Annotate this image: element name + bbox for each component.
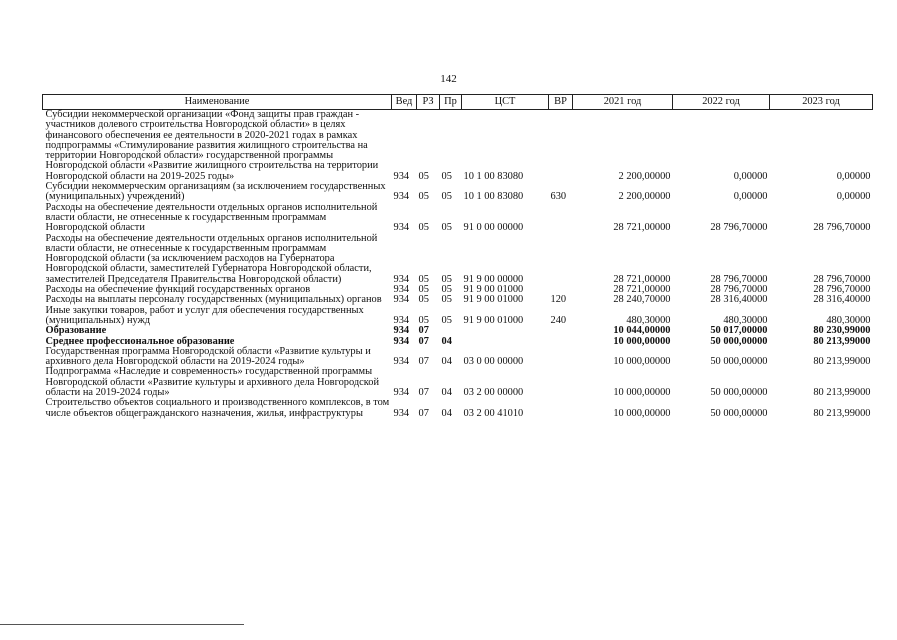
- footer-divider: [0, 624, 244, 625]
- row-2022: 28 796,70000: [710, 222, 768, 234]
- row-name: Строительство объектов социального и производственного комплексов, в том числе объектов общегражданского назначения, жилья, инфраструктуры: [45, 397, 390, 419]
- row-rz: 05: [418, 170, 429, 182]
- row-cst: 91 9 00 01000: [463, 284, 524, 296]
- row-2021: 28 721,00000: [613, 273, 671, 285]
- row-cst: 03 0 00 00000: [463, 356, 524, 368]
- row-ved: 934: [393, 387, 410, 399]
- row-ved: 934: [393, 273, 410, 285]
- row-vr: [549, 110, 573, 183]
- row-pr: 04: [441, 407, 452, 419]
- row-cst: 91 9 00 00000: [463, 273, 524, 285]
- row-cst: 03 2 00 41010: [463, 407, 524, 419]
- row-2021: 28 721,00000: [613, 284, 671, 296]
- row-name: Расходы на обеспечение деятельности отдельных органов исполнительной власти области, не отнесенные к государственным программам Новгородской области: [45, 201, 378, 234]
- row-2023: 80 213,99000: [813, 407, 871, 419]
- row-name: Субсидии некоммерческим организациям (за исключением государственных (муниципальных) учреждений): [45, 181, 386, 203]
- row-cst: [462, 337, 549, 347]
- row-ved: 934: [393, 170, 410, 182]
- row-ved: 934: [393, 222, 410, 234]
- row-name: Образование: [45, 325, 107, 337]
- row-ved: 934: [393, 294, 410, 306]
- row-name: Подпрограмма «Наследие и современность» государственной программы Новгородской области «Развитие культуры и архивного дела Новгородской области на 2019-2024 годы»: [45, 366, 380, 399]
- table-row: [43, 367, 873, 398]
- row-2022: 0,00000: [733, 170, 768, 182]
- header-2023: 2023 год: [770, 95, 873, 110]
- row-cst: 91 0 00 00000: [463, 222, 524, 234]
- row-2023: 28 796,70000: [813, 284, 871, 296]
- row-rz: 07: [418, 325, 429, 337]
- row-2022: 28 796,70000: [710, 273, 768, 285]
- row-vr: 630: [550, 191, 567, 203]
- table-header-row: [43, 95, 873, 110]
- row-pr: 04: [441, 335, 452, 347]
- row-cst: 10 1 00 83080: [463, 170, 524, 182]
- row-ved: 934: [393, 191, 410, 203]
- row-2022: 28 316,40000: [710, 294, 768, 306]
- row-2021: 10 000,00000: [613, 356, 671, 368]
- row-2023: 0,00000: [836, 170, 871, 182]
- row-vr: 120: [550, 294, 567, 306]
- row-rz: 05: [418, 273, 429, 285]
- row-2021: 28 240,70000: [613, 294, 671, 306]
- row-pr: 05: [441, 284, 452, 296]
- row-cst: 10 1 00 83080: [463, 191, 524, 203]
- row-ved: 934: [393, 356, 410, 368]
- row-2023: 80 230,99000: [813, 325, 871, 337]
- row-2023: 480,30000: [826, 314, 871, 326]
- table-row: [43, 326, 873, 336]
- row-vr: [549, 337, 573, 347]
- row-rz: 05: [418, 191, 429, 203]
- row-2022: 28 796,70000: [710, 284, 768, 296]
- row-2021: 28 721,00000: [613, 222, 671, 234]
- row-ved: 934: [393, 325, 410, 337]
- row-vr: [549, 234, 573, 285]
- row-ved: 934: [393, 407, 410, 419]
- row-2021: 10 000,00000: [613, 407, 671, 419]
- row-vr: 240: [550, 314, 567, 326]
- row-ved: 934: [393, 314, 410, 326]
- row-pr: 05: [441, 222, 452, 234]
- header-rz: РЗ: [417, 95, 440, 110]
- table-row: [43, 182, 873, 203]
- row-name: Иные закупки товаров, работ и услуг для обеспечения государственных (муниципальных) нужд: [45, 304, 364, 326]
- table-row: [43, 398, 873, 419]
- row-2021: 2 200,00000: [618, 191, 671, 203]
- table-row: [43, 203, 873, 234]
- table-body: [43, 110, 873, 419]
- budget-table: [42, 94, 873, 419]
- row-rz: 05: [418, 294, 429, 306]
- row-pr: 05: [441, 294, 452, 306]
- row-2022: 50 000,00000: [710, 387, 768, 399]
- row-2023: 80 213,99000: [813, 335, 871, 347]
- row-2022: 50 000,00000: [710, 335, 768, 347]
- row-rz: 07: [418, 356, 429, 368]
- row-cst: 03 2 00 00000: [463, 387, 524, 399]
- row-2023: 28 796,70000: [813, 222, 871, 234]
- row-ved: 934: [393, 284, 410, 296]
- row-2021: 2 200,00000: [618, 170, 671, 182]
- row-vr: [549, 367, 573, 398]
- table-row: [43, 234, 873, 285]
- row-pr: 04: [441, 387, 452, 399]
- row-ved: 934: [393, 335, 410, 347]
- row-name: Расходы на выплаты персоналу государственных (муниципальных) органов: [45, 294, 382, 306]
- row-name: Расходы на обеспечение функций государственных органов: [45, 284, 311, 296]
- header-2022: 2022 год: [673, 95, 770, 110]
- table-row: [43, 347, 873, 368]
- row-cst: 91 9 00 01000: [463, 314, 524, 326]
- row-pr: 04: [441, 356, 452, 368]
- row-pr: [440, 326, 462, 336]
- table-row: [43, 306, 873, 327]
- row-pr: 05: [441, 273, 452, 285]
- row-pr: 05: [441, 314, 452, 326]
- row-rz: 07: [418, 387, 429, 399]
- row-2023: 0,00000: [836, 191, 871, 203]
- row-2021: 480,30000: [626, 314, 671, 326]
- row-2022: 0,00000: [733, 191, 768, 203]
- row-2023: 28 316,40000: [813, 294, 871, 306]
- header-name: Наименование: [43, 95, 392, 110]
- row-vr: [549, 326, 573, 336]
- row-2021: 10 044,00000: [613, 325, 671, 337]
- row-rz: 07: [418, 335, 429, 347]
- header-pr: Пр: [440, 95, 462, 110]
- row-vr: [549, 203, 573, 234]
- header-ved: Вед: [392, 95, 417, 110]
- table-row: [43, 110, 873, 183]
- row-2022: 50 000,00000: [710, 407, 768, 419]
- row-rz: 05: [418, 314, 429, 326]
- row-rz: 05: [418, 222, 429, 234]
- row-2022: 50 000,00000: [710, 356, 768, 368]
- row-name: Субсидии некоммерческой организации «Фонд защиты прав граждан - участников долевого строительства Новгородской области» в целях финансового обеспечения ее деятельности в 2020-2021 годах в рамках подпрограммы «Стимулирование развития жилищного строительства на территории Новгородской области» государственной программы Новгородской области «Развитие жилищного строительства на территории Новгородской области на 2019-2025 годы»: [45, 109, 379, 182]
- page-number: 142: [440, 73, 457, 85]
- row-2021: 10 000,00000: [613, 335, 671, 347]
- row-pr: 05: [441, 191, 452, 203]
- row-2022: 50 017,00000: [710, 325, 768, 337]
- row-vr: [549, 347, 573, 368]
- row-rz: 07: [418, 407, 429, 419]
- row-2023: 28 796,70000: [813, 273, 871, 285]
- row-2023: 80 213,99000: [813, 356, 871, 368]
- row-pr: 05: [441, 170, 452, 182]
- row-name: Расходы на обеспечение деятельности отдельных органов исполнительной власти области, не отнесенные к государственным программам Новгородской области (за исключением расходов на Губернатора Новгородской области, заместителей Губернатора Новгородской области, заместителей Председателя Правительства Новгородской области): [45, 232, 378, 285]
- row-2023: 80 213,99000: [813, 387, 871, 399]
- row-vr: [549, 398, 573, 419]
- row-cst: [462, 326, 549, 336]
- row-rz: 05: [418, 284, 429, 296]
- header-vr: ВР: [549, 95, 573, 110]
- row-name: Государственная программа Новгородской области «Развитие культуры и архивного дела Новгородской области на 2019-2024 годы»: [45, 345, 371, 368]
- row-2021: 10 000,00000: [613, 387, 671, 399]
- header-2021: 2021 год: [573, 95, 673, 110]
- row-name: Среднее профессиональное образование: [45, 335, 235, 347]
- row-cst: 91 9 00 01000: [463, 294, 524, 306]
- header-cst: ЦСТ: [462, 95, 549, 110]
- row-2022: 480,30000: [723, 314, 768, 326]
